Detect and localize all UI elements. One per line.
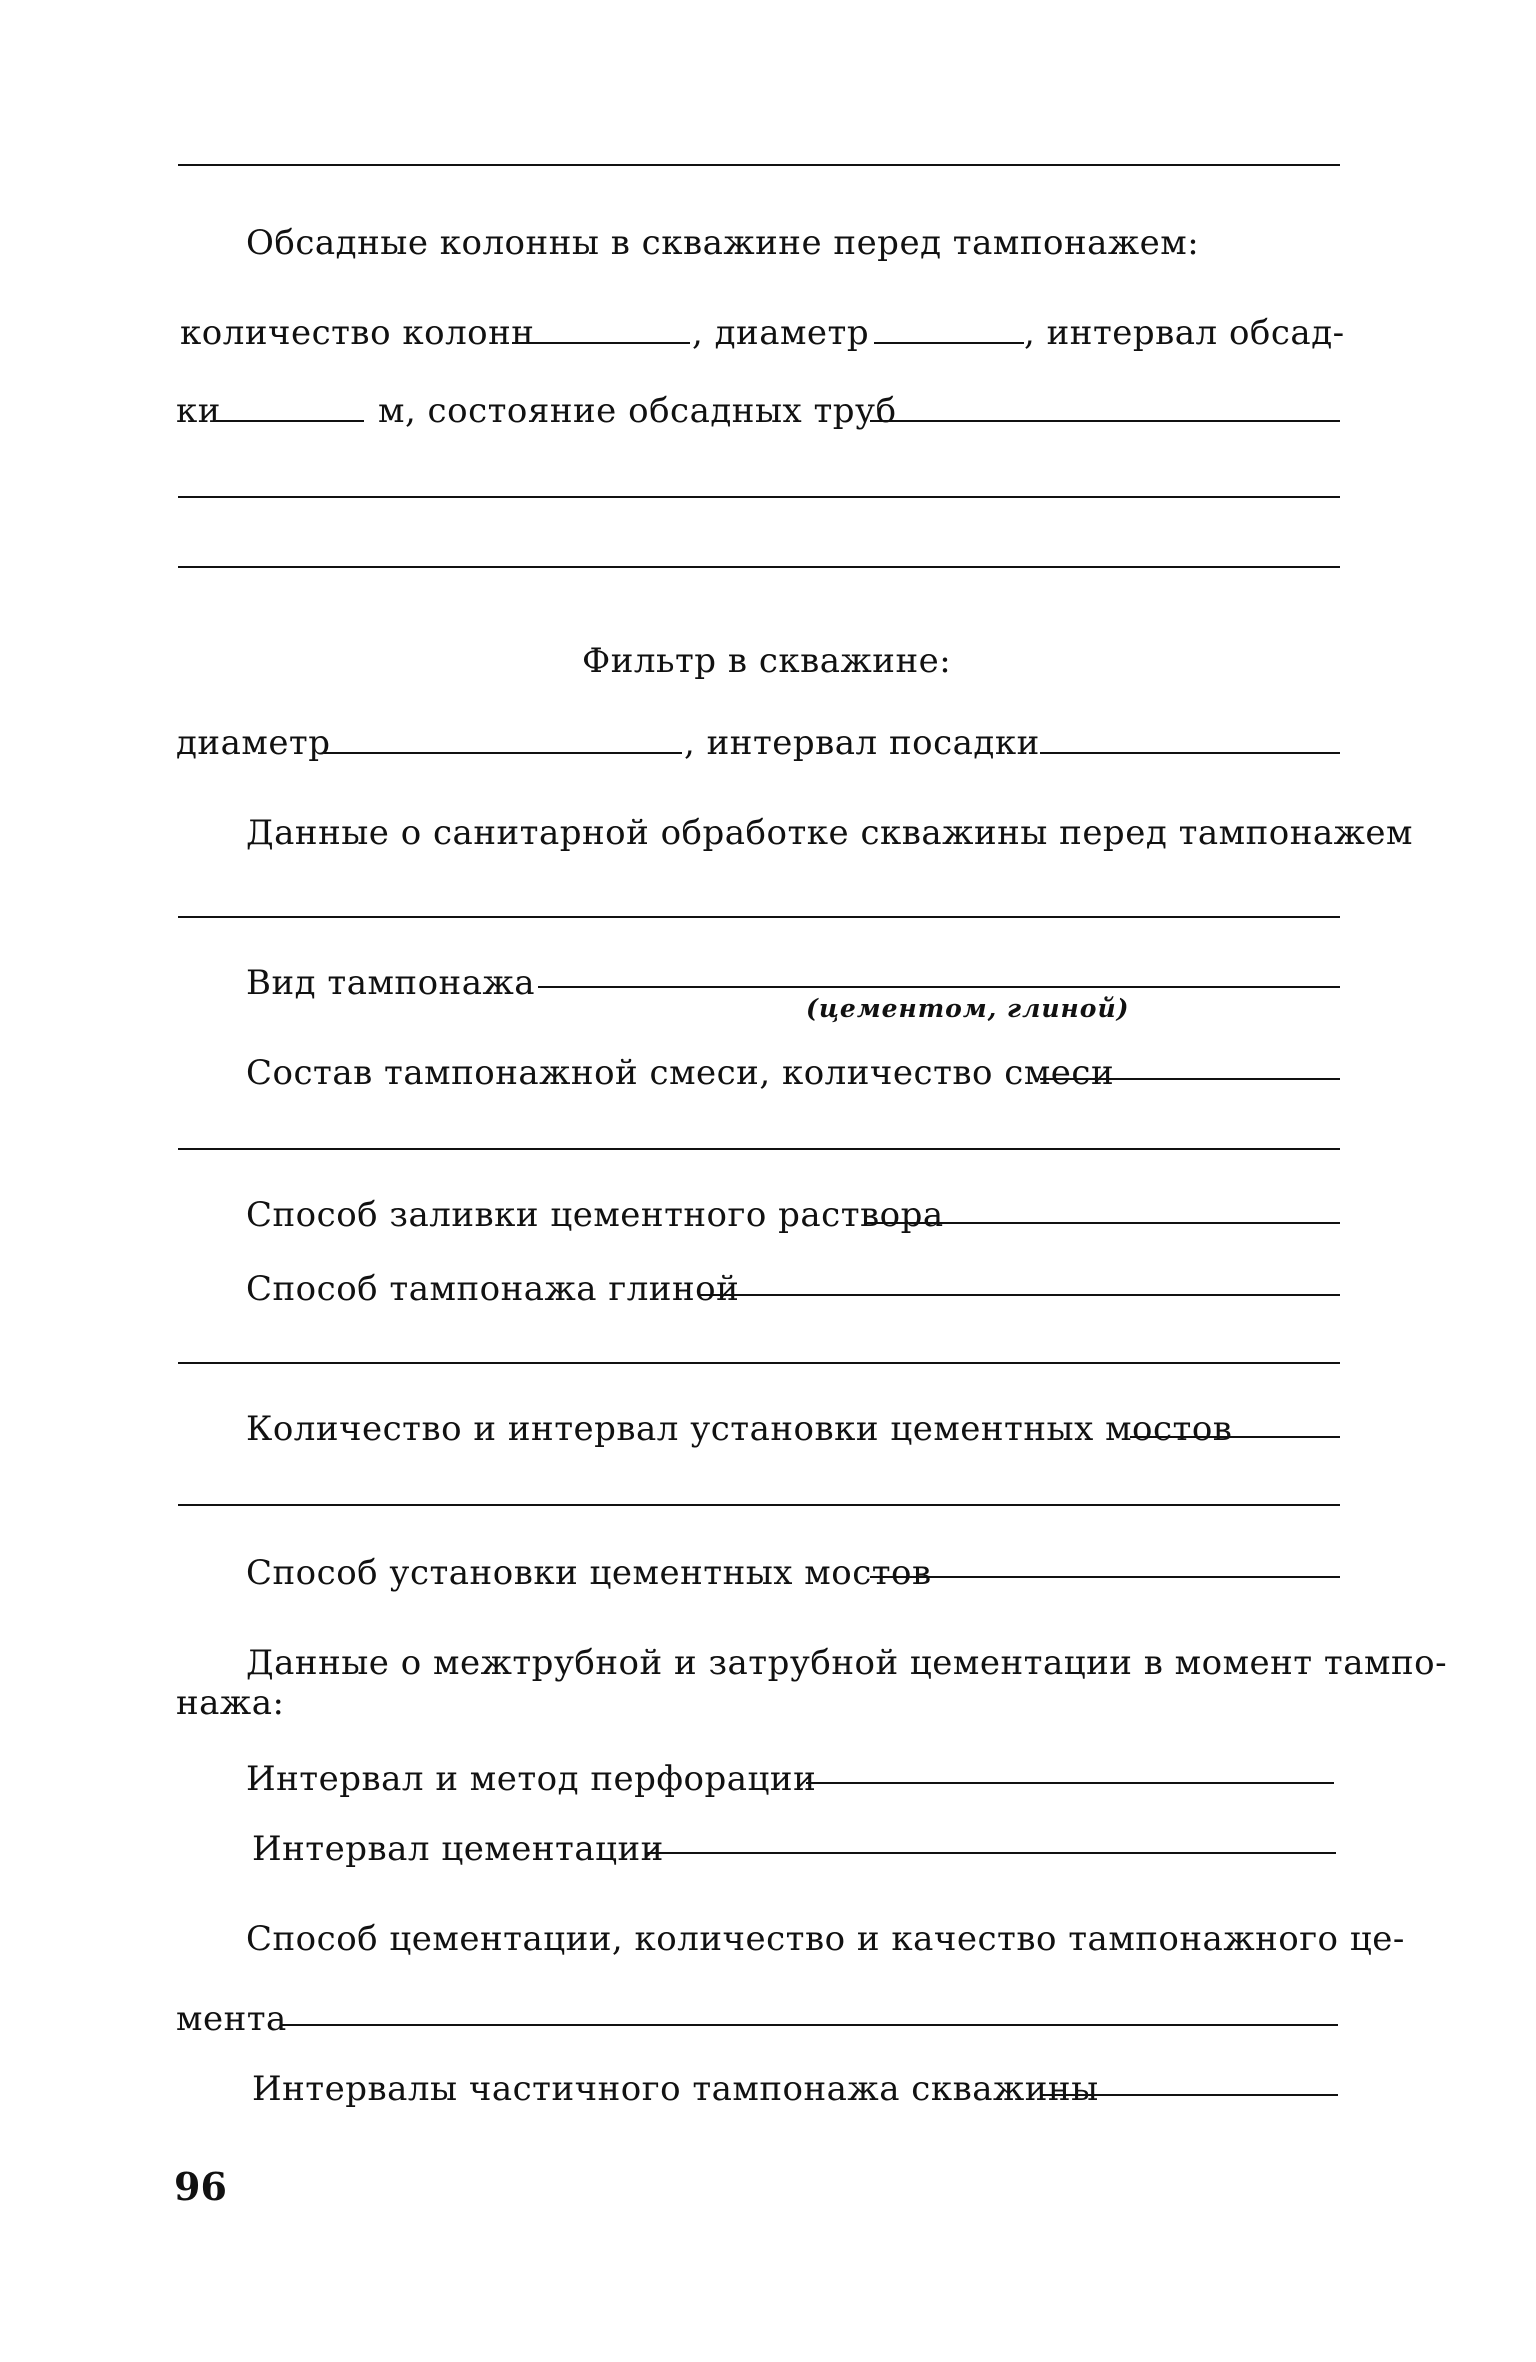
partial-plugging-field[interactable] [1040,2094,1338,2096]
plugging-clay-field-line2[interactable] [178,1362,1340,1364]
casing-diameter-label: , диаметр [692,313,870,353]
cementation-method-field[interactable] [282,2024,1338,2026]
plugging-clay-field[interactable] [700,1294,1340,1296]
cementation-interval-label: Интервал цементации [252,1829,664,1869]
bridges-count-field[interactable] [1130,1436,1340,1438]
plugging-mix-label: Состав тампонажной смеси, количество смеси [246,1053,1115,1093]
casing-heading: Обсадные колонны в скважине перед тампонажем: [246,223,1200,263]
casing-state-label: м, состояние обсадных труб [378,391,897,431]
casing-count-field[interactable] [512,342,690,344]
filter-interval-field[interactable] [1040,752,1340,754]
plugging-pour-field[interactable] [866,1222,1340,1224]
casing-state-field-line2[interactable] [178,496,1340,498]
plugging-type-label: Вид тампонажа [246,963,536,1003]
filter-interval-label: , интервал посадки [684,723,1040,763]
casing-count-label: количество колонн [180,313,535,353]
cementation-interval-field[interactable] [646,1852,1336,1854]
bridges-count-field-line2[interactable] [178,1504,1340,1506]
casing-interval-continuation: ки [176,391,221,431]
partial-plugging-label: Интервалы частичного тампонажа скважины [252,2069,1099,2109]
cementation-heading-line2: нажа: [176,1683,285,1723]
sanitary-label: Данные о санитарной обработке скважины перед тампонажем [246,813,1413,853]
bridges-method-field[interactable] [870,1576,1340,1578]
casing-interval-label: , интервал обсад- [1024,313,1345,353]
plugging-mix-field[interactable] [1040,1078,1340,1080]
top-rule [178,164,1340,166]
casing-interval-field[interactable] [216,420,364,422]
page-number: 96 [174,2164,227,2209]
casing-state-field[interactable] [870,420,1340,422]
plugging-pour-label: Способ заливки цементного раствора [246,1195,944,1235]
perforation-label: Интервал и метод перфорации [246,1759,817,1799]
perforation-field[interactable] [806,1782,1334,1784]
plugging-mix-field-line2[interactable] [178,1148,1340,1150]
casing-state-field-line3[interactable] [178,566,1340,568]
cementation-heading-line1: Данные о межтрубной и затрубной цементации в момент тампо- [246,1643,1448,1683]
casing-diameter-field[interactable] [874,342,1024,344]
cementation-method-line2: мента [176,1999,287,2039]
filter-heading: Фильтр в скважине: [582,641,952,681]
plugging-type-hint: (цементом, глиной) [806,994,1130,1023]
bridges-method-label: Способ установки цементных мостов [246,1553,932,1593]
filter-diameter-field[interactable] [324,752,682,754]
sanitary-field[interactable] [178,916,1340,918]
bridges-count-label: Количество и интервал установки цементных мостов [246,1409,1233,1449]
filter-diameter-label: диаметр [176,723,331,763]
plugging-clay-label: Способ тампонажа глиной [246,1269,740,1309]
plugging-type-field[interactable] [538,986,1340,988]
cementation-method-line1: Способ цементации, количество и качество тампонажного це- [246,1919,1405,1959]
